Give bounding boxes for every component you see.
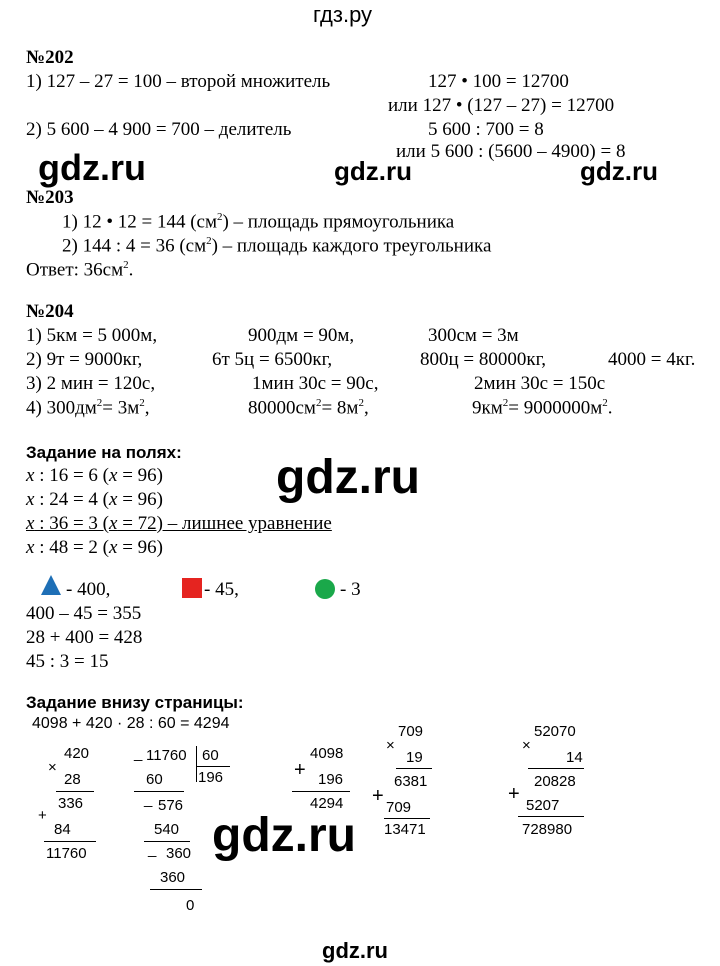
- mul3-plus: +: [508, 783, 520, 805]
- task-204-row2-d: 4000 = 4кг.: [608, 349, 696, 370]
- mul2-p1: 6381: [394, 773, 428, 790]
- div-sub3: 360: [160, 869, 186, 886]
- mul3-p1: 20828: [534, 773, 576, 790]
- task-204-row2-b: 6т 5ц = 6500кг,: [212, 349, 333, 370]
- task-204-row3-a: 3) 2 мин = 120с,: [26, 373, 156, 394]
- mul2-result: 13471: [384, 821, 426, 838]
- task-203-line2: [62, 236, 491, 255]
- shape-step-1: 400 – 45 = 355: [26, 603, 142, 624]
- div-quotient: 196: [198, 769, 224, 786]
- text: 2) 144 : 4 = 36 (см: [62, 235, 207, 257]
- text: : 16 = 6 (: [34, 465, 110, 486]
- task-203-line1: [62, 212, 454, 231]
- add-a: 4098: [310, 745, 344, 762]
- text: : 36 = 3 (: [34, 513, 110, 534]
- task-203-answer: [26, 260, 133, 279]
- rule: [292, 791, 350, 792]
- text: : 48 = 2 (: [34, 537, 110, 558]
- sup: 2: [139, 397, 145, 409]
- text: = 3м: [102, 397, 140, 419]
- div-sub1: 60: [146, 771, 163, 788]
- bottom-expression: 4098 + 420 · 28 : 60 = 4294: [32, 715, 230, 732]
- task-202-title: №202: [26, 47, 74, 68]
- task-204-row4-b: [248, 398, 369, 417]
- rule: [384, 818, 430, 819]
- var: x: [109, 489, 118, 510]
- task-204-title: №204: [26, 301, 74, 322]
- text: .: [607, 397, 613, 419]
- square-value: - 45,: [204, 579, 239, 600]
- var: x: [109, 513, 118, 534]
- task-204-row4-c: [472, 398, 613, 417]
- margin-eq1: [26, 466, 163, 485]
- text: ) – площадь прямоугольника: [222, 211, 455, 233]
- mul2-a: 709: [398, 723, 424, 740]
- div-sub2: 540: [154, 821, 180, 838]
- text: 4) 300дм: [26, 397, 97, 419]
- rule: [196, 746, 197, 782]
- task-204-row1-b: 900дм = 90м,: [248, 325, 355, 346]
- task-204-row3-c: 2мин 30с = 150с: [474, 373, 606, 394]
- mul3-result: 728980: [522, 821, 573, 838]
- text: = 9000000м: [508, 397, 603, 419]
- green-circle-icon: [314, 578, 336, 600]
- text: ,: [144, 397, 150, 419]
- text: = 96): [117, 489, 163, 510]
- sup: 2: [502, 397, 509, 409]
- text: ) – площадь каждого треугольника: [211, 235, 492, 257]
- sup: 2: [123, 259, 129, 271]
- text: : 24 = 4 (: [34, 489, 110, 510]
- watermark: gdz.ru: [322, 938, 388, 963]
- blue-triangle-icon: [40, 574, 62, 596]
- text: Ответ: 36см: [26, 259, 124, 281]
- sup: 2: [96, 397, 103, 409]
- add-result: 4294: [310, 795, 344, 812]
- shape-step-2: 28 + 400 = 428: [26, 627, 143, 648]
- div-dividend: 11760: [146, 747, 187, 764]
- text: = 72) – лишнее уравнение: [117, 513, 332, 534]
- task-202-right4: или 5 600 : (5600 – 4900) = 8: [396, 141, 626, 162]
- rule: [134, 791, 184, 792]
- text: .: [128, 259, 134, 281]
- red-square-icon: [182, 578, 202, 598]
- mul3-sign: ×: [522, 737, 531, 754]
- shape-step-3: 45 : 3 = 15: [26, 651, 109, 672]
- mul1-p1: 336: [58, 795, 84, 812]
- task-204-row1-a: 1) 5км = 5 000м,: [26, 325, 158, 346]
- rule: [44, 841, 96, 842]
- var: x: [26, 513, 35, 534]
- watermark: gdz.ru: [38, 147, 146, 188]
- watermark: gdz.ru: [334, 156, 412, 186]
- watermark: gdz.ru: [580, 156, 658, 186]
- watermark: gdz.ru: [212, 809, 356, 862]
- mul2-b: 19: [406, 749, 423, 766]
- mul3-a: 52070: [534, 723, 576, 740]
- task-202-right1: 127 • 100 = 12700: [428, 71, 569, 92]
- text: = 96): [117, 465, 163, 486]
- text: = 8м: [321, 397, 359, 419]
- rule: [518, 816, 584, 817]
- mul2-sign: ×: [386, 737, 395, 754]
- circle-value: - 3: [340, 579, 361, 600]
- triangle-value: - 400,: [66, 579, 111, 600]
- sup: 2: [602, 397, 608, 409]
- mul1-result: 11760: [46, 845, 87, 862]
- margin-eq3: [26, 514, 332, 533]
- var: x: [109, 465, 118, 486]
- mul3-b: 14: [566, 749, 583, 766]
- div-minus: _: [134, 745, 143, 762]
- sup: 2: [216, 211, 223, 223]
- div-rem3: 0: [186, 897, 195, 914]
- mul1-sign: ×: [48, 759, 57, 776]
- mul3-p2: 5207: [526, 797, 560, 814]
- margin-eq4: [26, 538, 163, 557]
- rule: [150, 889, 202, 890]
- bottom-task-title: Задание внизу страницы:: [26, 693, 244, 712]
- task-204-row3-b: 1мин 30с = 90с,: [252, 373, 379, 394]
- task-204-row2-a: 2) 9т = 9000кг,: [26, 349, 143, 370]
- mul2-plus: +: [372, 785, 384, 807]
- text: 1) 12 • 12 = 144 (см: [62, 211, 217, 233]
- rule: [396, 768, 432, 769]
- watermark: gdz.ru: [276, 451, 420, 504]
- task-202-right3: 5 600 : 700 = 8: [428, 119, 544, 140]
- mul2-p2: 709: [386, 799, 412, 816]
- site-header: гдз.ру: [313, 2, 373, 27]
- text: ,: [363, 397, 369, 419]
- mul1-plus: +: [38, 807, 47, 824]
- add-sign: +: [294, 759, 306, 781]
- div-minus: _: [148, 841, 157, 858]
- rule: [196, 766, 230, 767]
- div-rem1: 576: [158, 797, 184, 814]
- rule: [528, 768, 584, 769]
- text: 80000см: [248, 397, 316, 419]
- text: = 96): [117, 537, 163, 558]
- mul1-p2: 84: [54, 821, 71, 838]
- var: x: [26, 465, 35, 486]
- task-203-title: №203: [26, 187, 74, 208]
- margin-task-title: Задание на полях:: [26, 443, 182, 462]
- text: 9км: [472, 397, 503, 419]
- mul1-a: 420: [64, 745, 90, 762]
- sup: 2: [315, 397, 322, 409]
- div-divisor: 60: [202, 747, 219, 764]
- add-b: 196: [318, 771, 344, 788]
- var: x: [109, 537, 118, 558]
- task-202-right2: или 127 • (127 – 27) = 12700: [388, 95, 615, 116]
- task-204-row4-a: [26, 398, 150, 417]
- task-204-row2-c: 800ц = 80000кг,: [420, 349, 547, 370]
- mul1-b: 28: [64, 771, 81, 788]
- sup: 2: [206, 235, 212, 247]
- task-204-row1-c: 300см = 3м: [428, 325, 519, 346]
- margin-eq2: [26, 490, 163, 509]
- var: x: [26, 537, 35, 558]
- div-minus: _: [144, 791, 153, 808]
- task-202-line1: 1) 127 – 27 = 100 – второй множитель: [26, 71, 331, 92]
- var: x: [26, 489, 35, 510]
- div-rem2: 360: [166, 845, 192, 862]
- rule: [56, 791, 94, 792]
- task-202-line2: 2) 5 600 – 4 900 = 700 – делитель: [26, 119, 292, 140]
- sup: 2: [358, 397, 364, 409]
